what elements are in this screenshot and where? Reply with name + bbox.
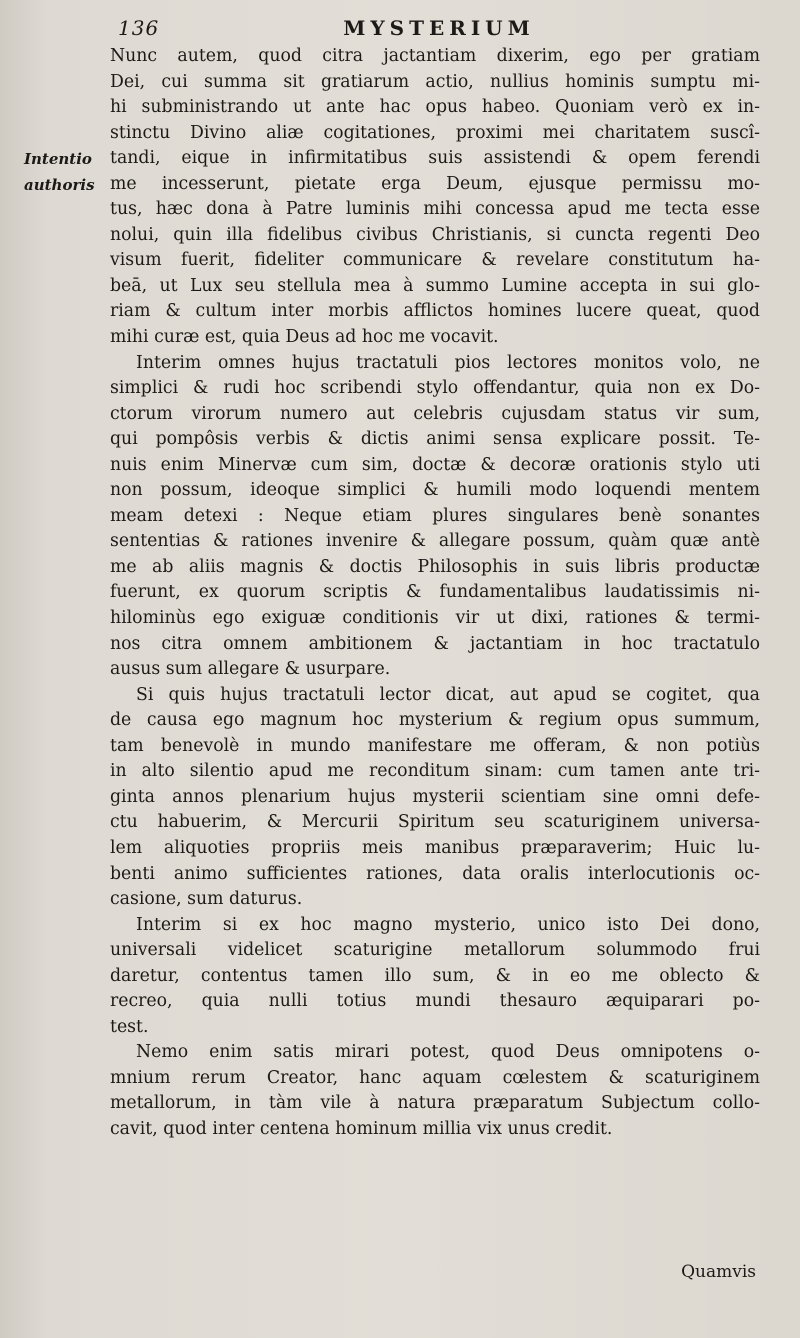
text-line: me ab aliis magnis & doctis Philosophis in suis libris productæ: [110, 556, 760, 577]
page-number: 136: [118, 16, 160, 40]
text-line: nos citra omnem ambitionem & jactantiam in hoc tractatulo: [110, 633, 760, 654]
text-line: hilominùs ego exiguæ conditionis vir ut dixi, rationes & termi-: [110, 608, 760, 629]
text-line: beā, ut Lux seu stellula mea à summo Lumine accepta in sui glo-: [110, 275, 760, 296]
running-title: MYSTERIUM: [343, 16, 535, 40]
marginal-note: [24, 146, 94, 198]
text-line: tandi, eique in infirmitatibus suis assistendi & opem ferendi: [110, 148, 760, 169]
paragraph: [110, 1040, 760, 1142]
text-line: visum fuerit, fideliter communicare & revelare constitutum ha-: [110, 250, 760, 271]
marginal-note-line: authoris: [24, 176, 95, 194]
text-line: qui pompôsis verbis & dictis animi sensa explicare possit. Te-: [110, 429, 760, 450]
text-line: Si quis hujus tractatuli lector dicat, aut apud se cogitet, qua: [136, 684, 760, 705]
text-line: benti animo sufficientes rationes, data oralis interlocutionis oc-: [110, 863, 760, 884]
text-line: metallorum, in tàm vile à natura præparatum Subjectum collo-: [110, 1093, 760, 1114]
text-line: Nemo enim satis mirari potest, quod Deus omnipotens o-: [136, 1042, 760, 1063]
text-line: ginta annos plenarium hujus mysterii scientiam sine omni defe-: [110, 786, 760, 807]
text-line: casione, sum daturus.: [110, 889, 303, 910]
text-line: me incesserunt, pietate erga Deum, ejusque permissu mo-: [110, 173, 760, 194]
marginal-note-line: Intentio: [24, 150, 92, 168]
text-line: cavit, quod inter centena hominum millia vix unus credit.: [110, 1118, 613, 1139]
paragraph: [110, 44, 760, 351]
paragraph: [110, 913, 760, 1041]
page-header: [118, 14, 760, 48]
text-line: riam & cultum inter morbis afflictos homines lucere queat, quod: [110, 301, 760, 322]
text-line: recreo, quia nulli totius mundi thesauro æquiparari po-: [110, 991, 760, 1012]
text-line: in alto silentio apud me reconditum sinam: cum tamen ante tri-: [110, 761, 760, 782]
text-line: ausus sum allegare & usurpare.: [110, 659, 391, 680]
text-line: daretur, contentus tamen illo sum, & in eo me oblecto &: [110, 965, 760, 986]
text-line: non possum, ideoque simplici & humili modo loquendi mentem: [110, 480, 760, 501]
text-line: nuis enim Minervæ cum sim, doctæ & decoræ orationis stylo uti: [110, 454, 760, 475]
text-line: nolui, quin illa fidelibus civibus Christianis, si cuncta regenti Deo: [110, 224, 760, 245]
text-line: Interim si ex hoc magno mysterio, unico isto Dei dono,: [136, 914, 760, 935]
text-line: universali videlicet scaturigine metallorum solummodo frui: [110, 940, 760, 961]
text-line: test.: [110, 1016, 149, 1037]
text-line: fuerunt, ex quorum scriptis & fundamentalibus laudatissimis ni-: [110, 582, 760, 603]
paragraph: [110, 351, 760, 683]
text-line: mihi curæ est, quia Deus ad hoc me vocavit.: [110, 327, 499, 348]
text-line: de causa ego magnum hoc mysterium & regium opus summum,: [110, 710, 760, 731]
text-line: sententias & rationes invenire & allegare possum, quàm quæ antè: [110, 531, 760, 552]
text-line: Interim omnes hujus tractatuli pios lectores monitos volo, ne: [136, 352, 760, 373]
text-line: ctu habuerim, & Mercurii Spiritum seu scaturiginem universa-: [110, 812, 760, 833]
text-line: tus, hæc dona à Patre luminis mihi concessa apud me tecta esse: [110, 199, 760, 220]
text-line: simplici & rudi hoc scribendi stylo offendantur, quia non ex Do-: [110, 378, 760, 399]
catchword: Quamvis: [681, 1262, 756, 1282]
text-line: meam detexi : Neque etiam plures singulares benè sonantes: [110, 505, 760, 526]
body-text: [110, 44, 760, 1143]
text-line: Dei, cui summa sit gratiarum actio, nullius hominis sumptu mi-: [110, 71, 760, 92]
text-line: ctorum virorum numero aut celebris cujusdam status vir sum,: [110, 403, 760, 424]
text-line: lem aliquoties propriis meis manibus præparaverim; Huic lu-: [110, 837, 760, 858]
text-line: stinctu Divino aliæ cogitationes, proximi mei charitatem suscî-: [110, 122, 760, 143]
text-line: tam benevolè in mundo manifestare me offeram, & non potiùs: [110, 735, 760, 756]
text-line: Nunc autem, quod citra jactantiam dixerim, ego per gratiam: [110, 46, 760, 66]
paragraph: [110, 683, 760, 913]
text-line: hi subministrando ut ante hac opus habeo. Quoniam verò ex in-: [110, 97, 760, 118]
text-line: mnium rerum Creator, hanc aquam cœlestem & scaturiginem: [110, 1067, 760, 1088]
